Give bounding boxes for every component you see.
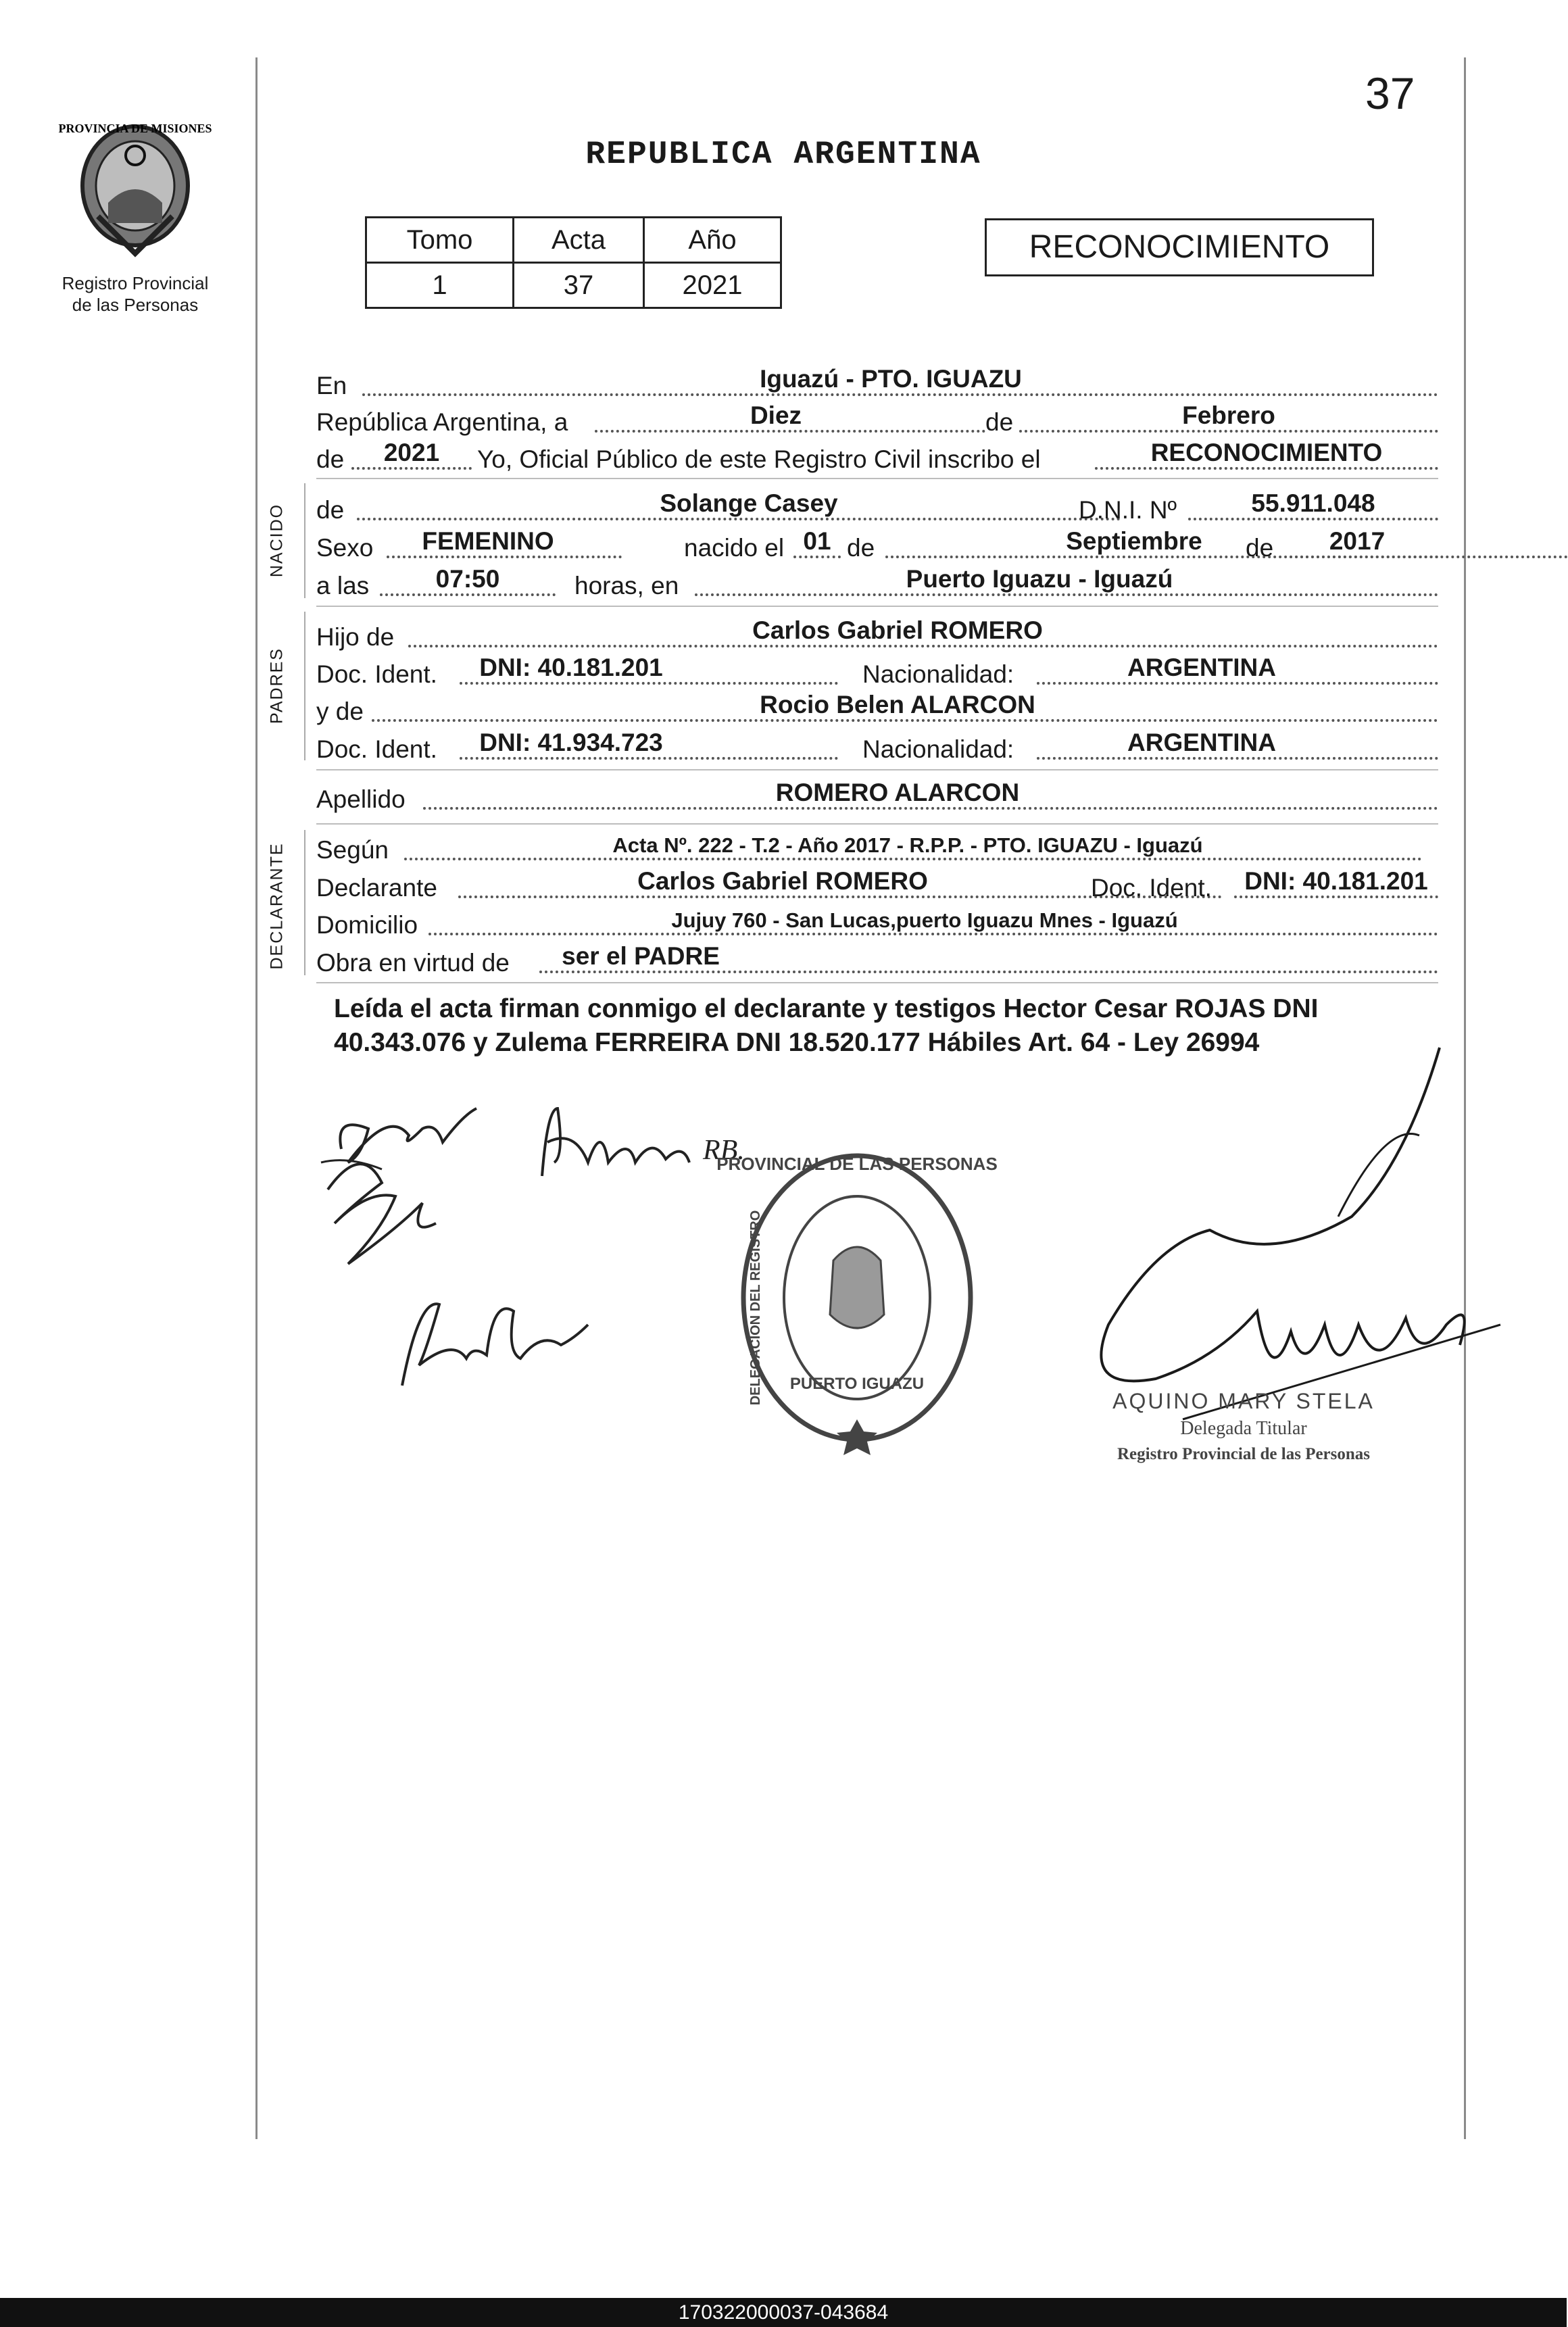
- de-label-2: de: [316, 445, 345, 473]
- declarante-signature-icon: [308, 1088, 483, 1277]
- official-signature-icon: [1068, 1041, 1507, 1433]
- row-obra: [316, 941, 1438, 980]
- acta-table-header: [366, 218, 781, 263]
- seal-text: PROVINCIA DE MISIONES: [58, 122, 212, 135]
- doc-ident-label: Doc. Ident.: [316, 735, 437, 763]
- de-label: de: [985, 408, 1014, 436]
- act-value: RECONOCIMIENTO: [1150, 439, 1383, 466]
- birth-time-value: 07:50: [435, 565, 500, 593]
- official-stamp-caption: [1095, 1389, 1392, 1464]
- de-label: de: [316, 496, 345, 524]
- mother-nationality-value: ARGENTINA: [1127, 729, 1276, 756]
- logo-caption-line1: Registro Provincial: [62, 273, 209, 293]
- dotted-line: [1095, 467, 1438, 470]
- nacionalidad-label: Nacionalidad:: [862, 735, 1014, 763]
- de-label: de: [847, 534, 875, 562]
- dotted-line: [1188, 518, 1438, 520]
- mother-doc-value: DNI: 41.934.723: [479, 729, 663, 756]
- horas-label: horas, en: [574, 572, 679, 599]
- tomo-header: Tomo: [366, 218, 514, 263]
- section-divider: [316, 606, 1438, 607]
- dotted-line: [793, 556, 841, 558]
- dotted-line: [1037, 757, 1438, 760]
- official-org: Registro Provincial de las Personas: [1117, 1445, 1371, 1463]
- de-label-2: de: [1246, 534, 1274, 562]
- stamp-top-text: PROVINCIAL DE LAS PERSONAS: [716, 1154, 998, 1174]
- birth-place-value: Puerto Iguazu - Iguazú: [906, 565, 1173, 593]
- document-title: REPUBLICA ARGENTINA: [585, 137, 981, 173]
- doc-ident-label: Doc. Ident.: [316, 660, 437, 688]
- nacido-bracket: [304, 483, 305, 598]
- hijo-label: Hijo de: [316, 623, 395, 651]
- mother-name-value: Rocio Belen ALARCON: [760, 691, 1035, 718]
- document-footer-code: 170322000037-043684: [0, 2298, 1567, 2327]
- stamp-bottom-text: PUERTO IGUAZU: [789, 1375, 925, 1393]
- dotted-line: [1019, 430, 1438, 433]
- declarante-value: Carlos Gabriel ROMERO: [637, 867, 928, 895]
- dotted-line: [885, 556, 1568, 558]
- segun-label: Según: [316, 836, 389, 864]
- dotted-line: [460, 682, 838, 685]
- birth-month-value: Septiembre: [1066, 527, 1202, 555]
- sexo-label: Sexo: [316, 534, 374, 562]
- row-en: [316, 364, 1438, 403]
- birth-year-value: 2017: [1329, 527, 1386, 555]
- domicilio-label: Domicilio: [316, 911, 418, 939]
- tomo-value: 1: [366, 263, 514, 308]
- apellido-value: ROMERO ALARCON: [775, 779, 1020, 806]
- dni-label: D.N.I. Nº: [1079, 496, 1177, 524]
- row-mother-doc: [316, 727, 1438, 766]
- nacido-label: nacido el: [684, 534, 785, 562]
- month-value: Febrero: [1182, 401, 1275, 429]
- place-value: Iguazú - PTO. IGUAZU: [760, 365, 1022, 393]
- official-title: Delegada Titular: [1180, 1418, 1307, 1439]
- child-dni-value: 55.911.048: [1251, 489, 1375, 517]
- dotted-line: [428, 933, 1438, 935]
- row-apellido: [316, 777, 1438, 816]
- dotted-line: [595, 430, 985, 433]
- dotted-line: [695, 593, 1438, 596]
- dotted-line: [1037, 682, 1438, 685]
- row-name: [316, 488, 1438, 527]
- dotted-line: [351, 467, 472, 470]
- row-domicilio: [316, 903, 1438, 942]
- row-hora: [316, 564, 1438, 603]
- dotted-line: [1290, 556, 1438, 558]
- section-divider: [316, 769, 1438, 770]
- padres-section-label: PADRES: [267, 647, 287, 724]
- acta-header: Acta: [514, 218, 644, 263]
- padres-bracket: [304, 612, 305, 760]
- declarante-section-label: DECLARANTE: [267, 842, 287, 970]
- dotted-line: [539, 971, 1438, 973]
- left-margin-line: [255, 57, 258, 2139]
- declarante-doc-value: DNI: 40.181.201: [1244, 867, 1428, 895]
- sexo-value: FEMENINO: [422, 527, 554, 555]
- child-name-value: Solange Casey: [660, 489, 838, 517]
- acta-value: 37: [514, 263, 644, 308]
- row-father: [316, 615, 1438, 654]
- dotted-line: [380, 593, 556, 596]
- acta-table-values: [366, 263, 781, 308]
- acta-table: [365, 216, 782, 309]
- dotted-line: [387, 556, 622, 558]
- section-divider: [316, 478, 1438, 479]
- nacido-section-label: NACIDO: [267, 503, 287, 578]
- logo-caption: [54, 272, 216, 316]
- father-nationality-value: ARGENTINA: [1127, 654, 1276, 681]
- father-doc-value: DNI: 40.181.201: [479, 654, 663, 681]
- row-mother: [316, 689, 1438, 729]
- section-divider: [316, 982, 1438, 983]
- obra-value: ser el PADRE: [562, 942, 720, 970]
- page-number: 37: [1365, 68, 1415, 118]
- witness-signature-icon: [392, 1271, 595, 1392]
- dotted-line: [1234, 896, 1438, 898]
- row-segun: [316, 828, 1438, 867]
- row-year: [316, 437, 1438, 476]
- declarante-bracket: [304, 830, 305, 975]
- official-name: AQUINO MARY STELA: [1112, 1389, 1375, 1413]
- row-father-doc: [316, 652, 1438, 691]
- closing-statement: Leída el acta firman conmigo el declarante y testigos Hector Cesar ROJAS DNI 40.343.076 y Zulema FERREIRA DNI 18.520.177 Hábiles Art. 64 - Ley 26994: [334, 994, 1319, 1057]
- en-label: En: [316, 372, 347, 399]
- day-value: Diez: [750, 401, 802, 429]
- dotted-line: [404, 858, 1422, 860]
- logo-caption-line2: de las Personas: [72, 295, 199, 315]
- ano-header: Año: [644, 218, 781, 263]
- svg-text:RB.: RB.: [703, 1135, 745, 1166]
- doc-ident-label: Doc. Ident.: [1091, 874, 1212, 902]
- row-republica: [316, 400, 1438, 439]
- dotted-line: [357, 518, 1121, 520]
- nacionalidad-label: Nacionalidad:: [862, 660, 1014, 688]
- domicilio-value: Jujuy 760 - San Lucas,puerto Iguazu Mnes - Iguazú: [671, 908, 1178, 932]
- year-value: 2021: [383, 439, 440, 466]
- dotted-line: [372, 719, 1438, 722]
- y-de-label: y de: [316, 697, 364, 725]
- row-sexo: [316, 526, 1438, 565]
- dotted-line: [362, 393, 1438, 396]
- dotted-line: [460, 757, 838, 760]
- declarante-label: Declarante: [316, 874, 437, 902]
- dotted-line: [408, 645, 1438, 647]
- yo-text: Yo, Oficial Público de este Registro Civil inscribo el: [477, 445, 1041, 473]
- official-stamp-icon: [716, 1146, 998, 1450]
- father-name-value: Carlos Gabriel ROMERO: [752, 616, 1043, 644]
- act-type-box: RECONOCIMIENTO: [985, 218, 1374, 276]
- apellido-label: Apellido: [316, 785, 406, 813]
- segun-value: Acta Nº. 222 - T.2 - Año 2017 - R.P.P. - PTO. IGUAZU - Iguazú: [612, 833, 1203, 857]
- obra-label: Obra en virtud de: [316, 949, 510, 977]
- stamp-left-text: DELEGACION DEL REGISTRO: [748, 1210, 763, 1406]
- birth-day-value: 01: [803, 527, 831, 555]
- dotted-line: [423, 807, 1438, 810]
- row-declarante: [316, 866, 1438, 905]
- section-divider: [316, 823, 1438, 825]
- republica-label: República Argentina, a: [316, 408, 568, 436]
- a-las-label: a las: [316, 572, 370, 599]
- ano-value: 2021: [644, 263, 781, 308]
